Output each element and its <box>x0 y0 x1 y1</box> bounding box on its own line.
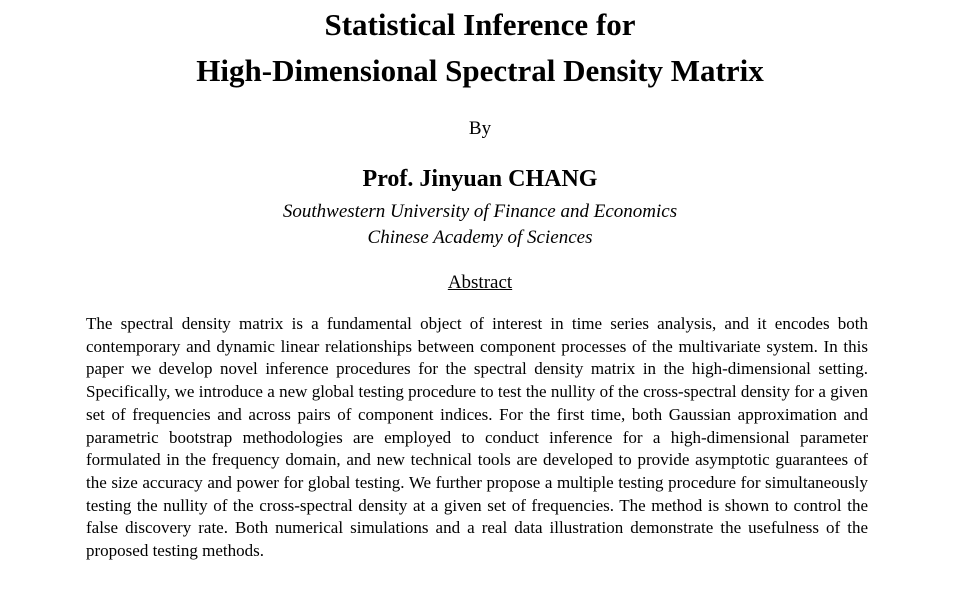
author-affiliation-1: Southwestern University of Finance and Economics <box>282 201 678 222</box>
by-label: By <box>468 118 492 139</box>
page-title <box>0 2 960 94</box>
abstract-heading: Abstract <box>447 272 513 293</box>
title-line-2: High-Dimensional Spectral Density Matrix <box>196 53 764 88</box>
author-affiliation-2: Chinese Academy of Sciences <box>367 227 593 248</box>
author-name: Prof. Jinyuan CHANG <box>362 166 598 192</box>
abstract-body: The spectral density matrix is a fundamental object of interest in time series analysis, and it encodes both contemporary and dynamic linear relationships between component processes of the multivariate system. In this paper we develop novel inference procedures for the spectral density matrix in the high-dimensional setting. Specifically, we introduce a new global testing procedure to test the nullity of the cross-spectral density for a given set of frequencies and across pairs of component indices. For the first time, both Gaussian approximation and parametric bootstrap methodologies are employed to conduct inference for a high-dimensional parameter formulated in the frequency domain, and new technical tools are developed to provide asymptotic guarantees of the size accuracy and power for global testing. We further propose a multiple testing procedure for simultaneously testing the nullity of the cross-spectral density at a given set of frequencies. The method is shown to control the false discovery rate. Both numerical simulations and a real data illustration demonstrate the usefulness of the proposed testing methods. <box>86 314 868 561</box>
title-line-1: Statistical Inference for <box>324 7 636 42</box>
